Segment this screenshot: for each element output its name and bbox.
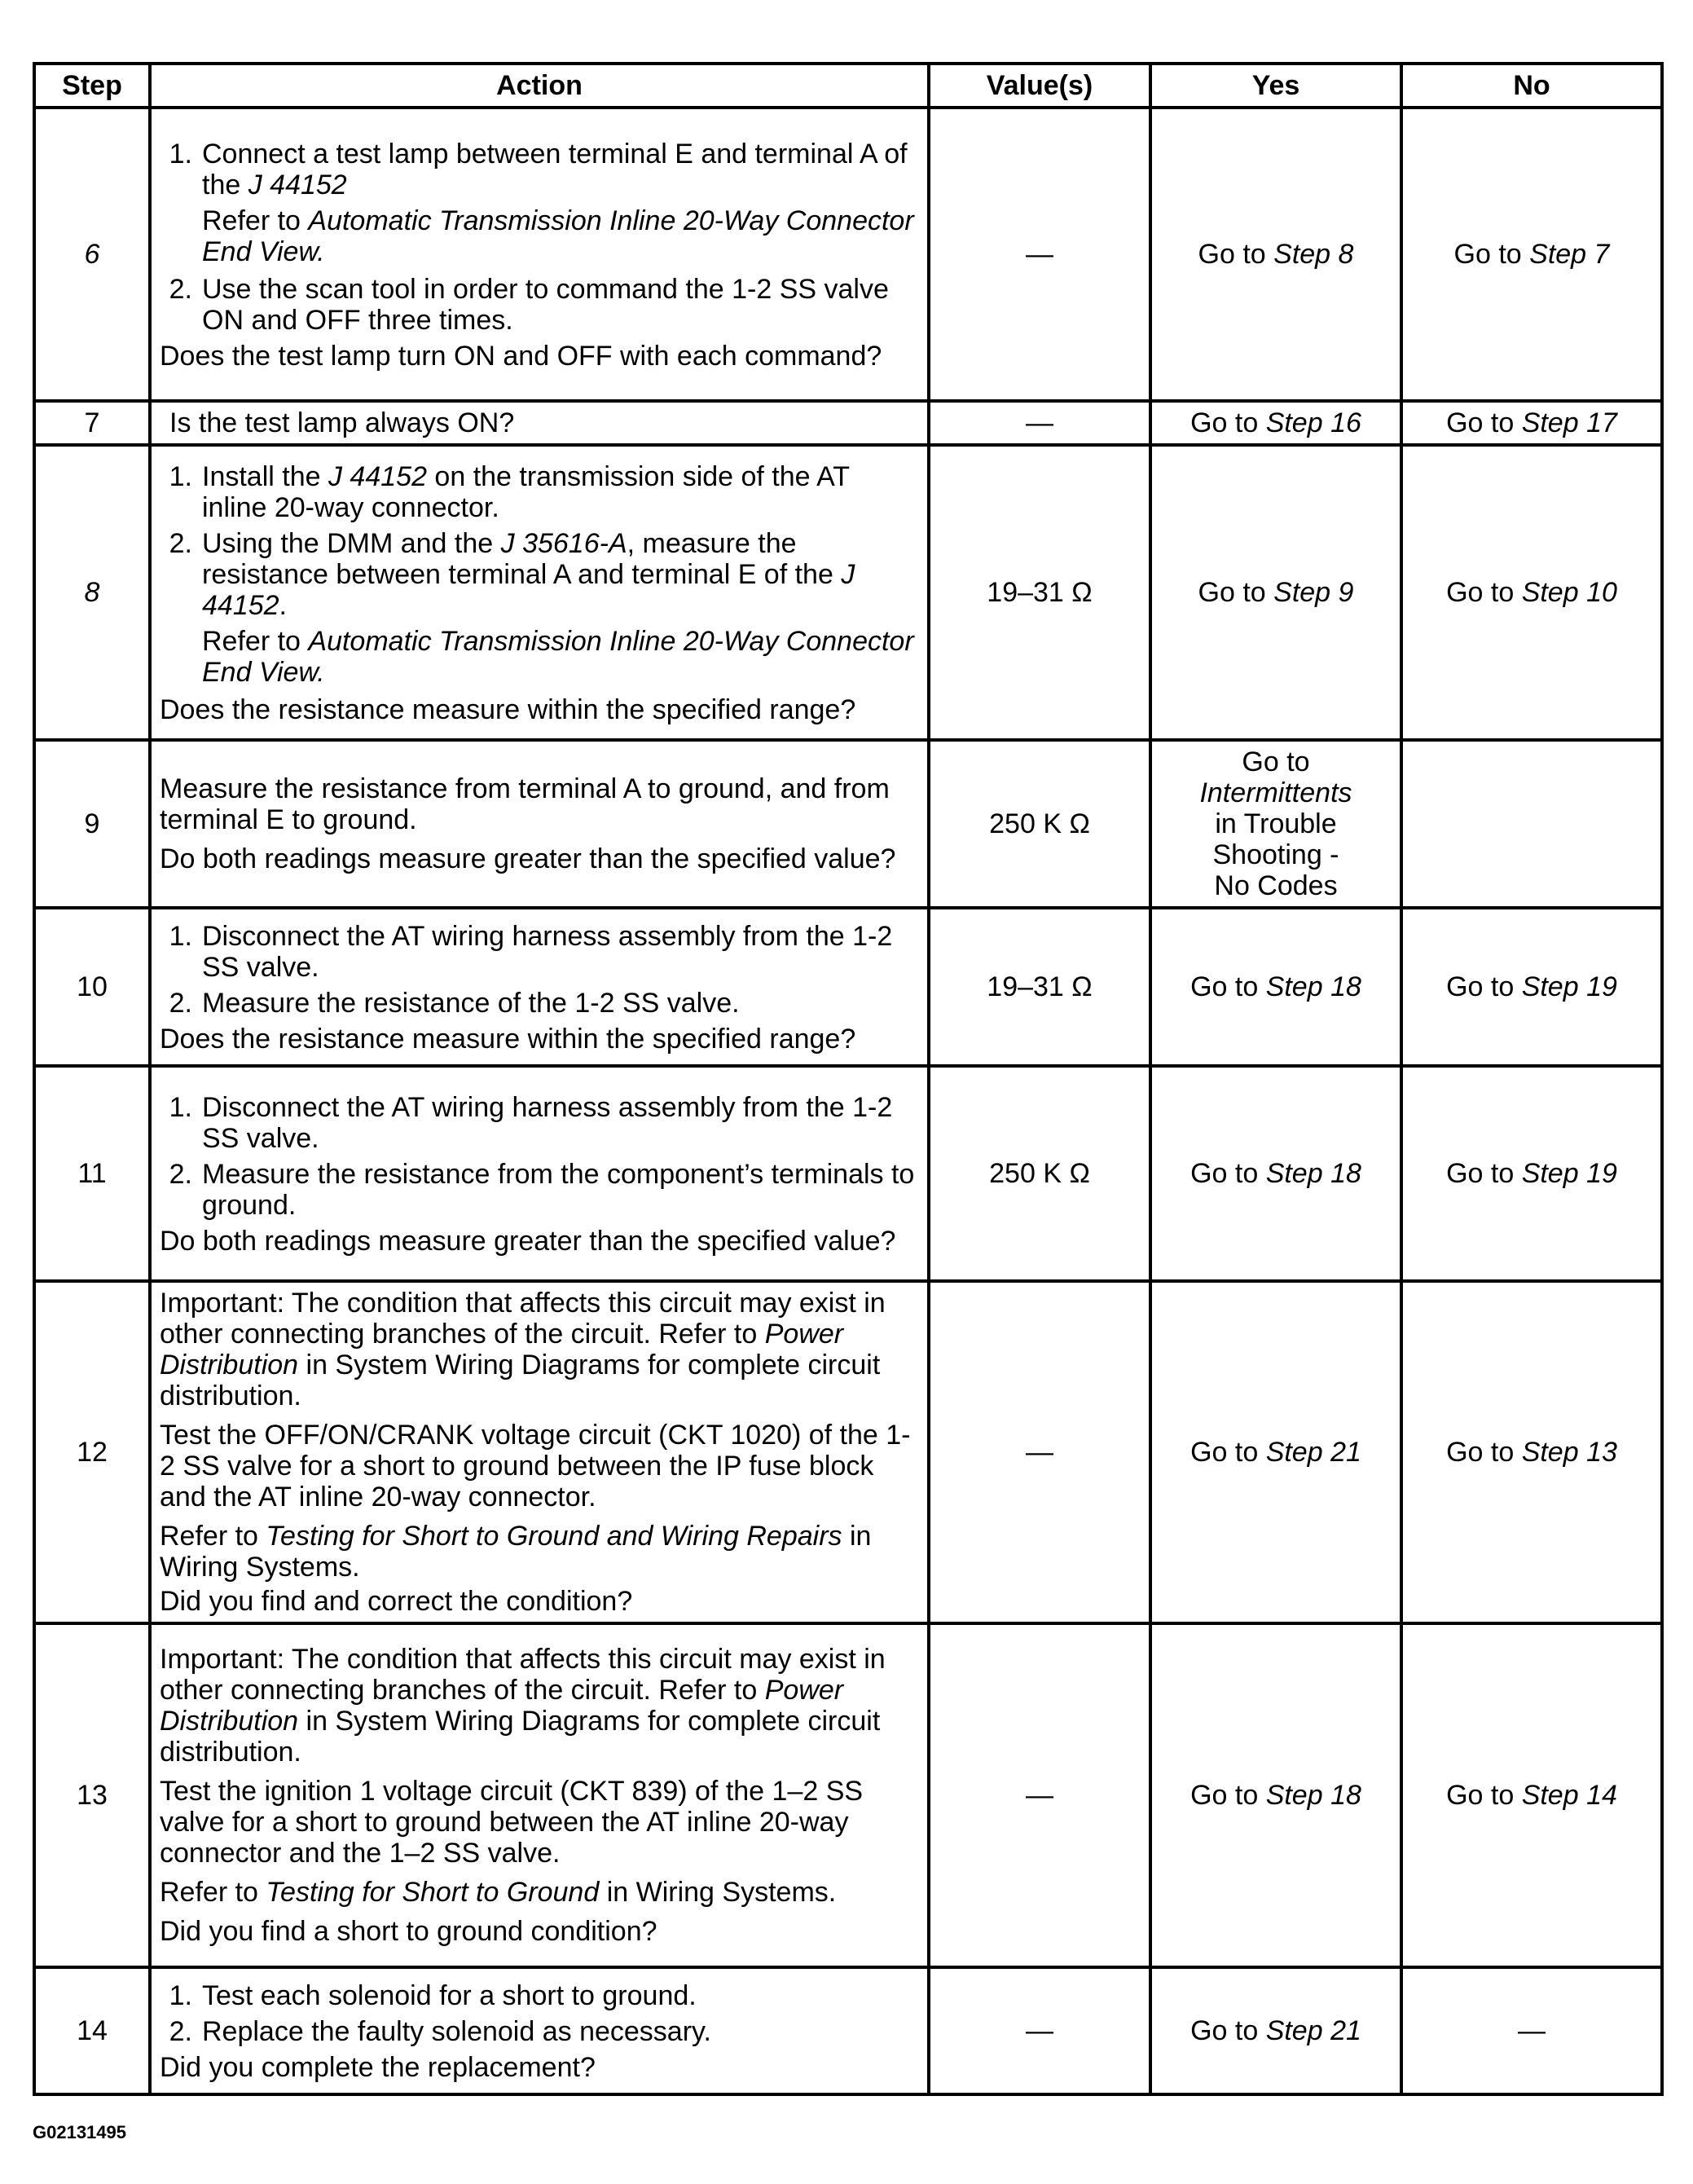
- important-reference: Power Distribution: [160, 1319, 844, 1380]
- yes-prefix: Go to: [1190, 1780, 1266, 1811]
- step-number: 10: [34, 908, 150, 1066]
- yes-line: No Codes: [1214, 870, 1338, 901]
- reference-title: Automatic Transmission Inline 20-Way Connector End View.: [202, 205, 914, 267]
- tool-reference: J 44152: [202, 559, 855, 621]
- table-row-step-9: [34, 740, 1662, 908]
- yes-prefix: Go to: [1198, 239, 1274, 270]
- action-cell: [150, 401, 929, 445]
- action-text: Test the OFF/ON/CRANK voltage circuit (CKT 1020) of the 1-2 SS valve for a short to ground between the IP fuse block and the AT inline 20-way connector.: [160, 1420, 911, 1513]
- yes-line: Shooting -: [1212, 839, 1339, 870]
- action-question: Did you find and correct the condition?: [160, 1586, 633, 1617]
- value-text: 250 K Ω: [989, 808, 1090, 839]
- yes-cell: [1150, 908, 1401, 1066]
- reference-prefix: Refer to: [160, 1521, 266, 1552]
- value-text: —: [1026, 239, 1053, 270]
- reference-prefix: Refer to: [160, 1877, 266, 1908]
- action-cell: [150, 108, 929, 401]
- action-item: [160, 1159, 919, 1221]
- important-note: [160, 1644, 919, 1768]
- value-cell: [929, 401, 1150, 445]
- value-cell: [929, 445, 1150, 740]
- header-row: [34, 64, 1662, 108]
- action-question: Did you find a short to ground condition?: [160, 1916, 657, 1947]
- item-number: 2.: [169, 528, 192, 559]
- item-number: 1.: [169, 461, 192, 492]
- reference-note: [160, 205, 919, 267]
- reference-note: [160, 1877, 919, 1908]
- no-cell: [1401, 445, 1662, 740]
- action-question: Do both readings measure greater than the specified value?: [160, 843, 896, 874]
- important-text: in System Wiring Diagrams for complete circuit distribution.: [160, 1350, 881, 1411]
- action-item: [160, 139, 919, 200]
- yes-step-link: Step 18: [1265, 1780, 1361, 1811]
- no-cell: [1401, 1967, 1662, 2094]
- step-number: 6: [34, 108, 150, 401]
- yes-prefix: Go to: [1190, 2015, 1266, 2046]
- value-text: —: [1026, 2015, 1053, 2046]
- diagnostic-table-sheet: [33, 62, 1664, 2096]
- no-prefix: Go to: [1446, 577, 1522, 608]
- action-question: Is the test lamp always ON?: [169, 407, 515, 438]
- no-prefix: Go to: [1446, 1158, 1522, 1189]
- yes-link-italic: Intermittents: [1199, 777, 1352, 808]
- yes-step-link: Step 16: [1265, 407, 1361, 438]
- value-cell: [929, 1066, 1150, 1281]
- action-question: Did you complete the replacement?: [160, 2052, 596, 2083]
- header-action: Action: [150, 64, 929, 108]
- table-row-step-12: [34, 1281, 1662, 1623]
- item-text-part: Install the: [202, 461, 328, 492]
- reference-title: Testing for Short to Ground and Wiring Repairs: [266, 1521, 842, 1552]
- item-number: 1.: [169, 139, 192, 170]
- yes-prefix: Go to: [1190, 971, 1266, 1002]
- yes-step-link: Step 8: [1273, 239, 1354, 270]
- action-cell: [150, 1967, 929, 2094]
- item-text: Test each solenoid for a short to ground.: [202, 1980, 697, 2011]
- action-cell: [150, 740, 929, 908]
- no-cell: [1401, 740, 1662, 908]
- item-text-part: Connect a test lamp between terminal E and terminal A of the: [202, 139, 908, 200]
- value-cell: [929, 1281, 1150, 1623]
- no-step-link: Step 19: [1521, 971, 1617, 1002]
- no-prefix: Go to: [1446, 1437, 1522, 1468]
- item-text-part: on the transmission side of the AT inline 20-way connector.: [202, 461, 850, 523]
- reference-suffix: in Wiring Systems.: [599, 1877, 837, 1908]
- action-cell: [150, 908, 929, 1066]
- value-text: 250 K Ω: [989, 1158, 1090, 1189]
- action-cell: [150, 1281, 929, 1623]
- item-text-part: .: [279, 590, 287, 621]
- no-prefix: Go to: [1446, 407, 1522, 438]
- item-number: 2.: [169, 2016, 192, 2047]
- action-item: [160, 921, 919, 983]
- item-text: Measure the resistance from the component’s terminals to ground.: [202, 1159, 915, 1221]
- action-item: [160, 461, 919, 523]
- item-text: [202, 528, 919, 621]
- important-text: Important: The condition that affects this circuit may exist in other connecting branches of the circuit. Refer to: [160, 1288, 886, 1350]
- item-text-part: Using the DMM and the: [202, 528, 501, 559]
- yes-cell: [1150, 1066, 1401, 1281]
- step-number: 14: [34, 1967, 150, 2094]
- no-cell: [1401, 908, 1662, 1066]
- action-item: [160, 2016, 919, 2047]
- no-cell: [1401, 1281, 1662, 1623]
- no-step-link: Step 7: [1529, 239, 1610, 270]
- value-text: 19–31 Ω: [987, 577, 1093, 608]
- yes-step-link: Step 21: [1265, 1437, 1361, 1468]
- action-question: Does the test lamp turn ON and OFF with each command?: [160, 341, 882, 372]
- table-row-step-10: [34, 908, 1662, 1066]
- no-prefix: Go to: [1446, 971, 1522, 1002]
- reference-prefix: Refer to: [202, 626, 309, 657]
- action-item: [160, 1980, 919, 2011]
- value-cell: [929, 740, 1150, 908]
- item-number: 2.: [169, 988, 192, 1019]
- value-cell: [929, 1623, 1150, 1967]
- reference-prefix: Refer to: [202, 205, 309, 236]
- yes-prefix: Go to: [1190, 1437, 1266, 1468]
- yes-prefix: Go to: [1190, 407, 1266, 438]
- yes-line: Go to: [1242, 746, 1310, 777]
- table-row-step-14: [34, 1967, 1662, 2094]
- value-text: —: [1026, 1780, 1053, 1811]
- reference-note: [160, 626, 919, 688]
- value-text: 19–31 Ω: [987, 971, 1093, 1002]
- item-text: Use the scan tool in order to command the 1-2 SS valve ON and OFF three times.: [202, 274, 889, 336]
- action-question: Do both readings measure greater than the specified value?: [160, 1226, 896, 1257]
- yes-cell: [1150, 445, 1401, 740]
- item-text: Disconnect the AT wiring harness assembly from the 1-2 SS valve.: [202, 921, 893, 983]
- action-cell: [150, 1623, 929, 1967]
- important-text: Important: The condition that affects this circuit may exist in other connecting branches of the circuit. Refer to: [160, 1644, 886, 1706]
- yes-cell: [1150, 740, 1401, 908]
- yes-prefix: Go to: [1190, 1158, 1266, 1189]
- action-item: [160, 528, 919, 621]
- no-cell: [1401, 108, 1662, 401]
- item-text: Measure the resistance of the 1-2 SS valve.: [202, 988, 740, 1019]
- yes-cell: [1150, 1967, 1401, 2094]
- item-number: 2.: [169, 1159, 192, 1190]
- table-row-step-6: [34, 108, 1662, 401]
- header-yes: Yes: [1150, 64, 1401, 108]
- value-text: —: [1026, 407, 1053, 438]
- important-note: [160, 1288, 919, 1411]
- yes-step-link: Step 21: [1265, 2015, 1361, 2046]
- item-number: 1.: [169, 1980, 192, 2011]
- yes-line: in Trouble: [1215, 808, 1337, 839]
- no-step-link: Step 17: [1521, 407, 1617, 438]
- reference-note: [160, 1521, 919, 1583]
- action-item: [160, 1092, 919, 1154]
- item-text: Replace the faulty solenoid as necessary.: [202, 2016, 711, 2047]
- no-cell: [1401, 1623, 1662, 1967]
- table-row-step-13: [34, 1623, 1662, 1967]
- no-step-link: Step 14: [1521, 1780, 1617, 1811]
- important-reference: Power Distribution: [160, 1675, 844, 1737]
- action-question: Does the resistance measure within the specified range?: [160, 694, 856, 725]
- item-text: [202, 139, 919, 200]
- no-prefix: Go to: [1446, 1780, 1522, 1811]
- item-text: [202, 461, 919, 523]
- tool-reference: J 35616-A: [500, 528, 627, 559]
- item-text: Disconnect the AT wiring harness assembly from the 1-2 SS valve.: [202, 1092, 893, 1154]
- value-cell: [929, 1967, 1150, 2094]
- no-cell: [1401, 1066, 1662, 1281]
- yes-cell: [1150, 1623, 1401, 1967]
- no-prefix: Go to: [1453, 239, 1530, 270]
- no-step-link: Step 10: [1521, 577, 1617, 608]
- step-number: 9: [34, 740, 150, 908]
- tool-reference: J 44152: [248, 170, 347, 200]
- header-step: Step: [34, 64, 150, 108]
- diagnostic-table: [33, 62, 1664, 2096]
- yes-step-link: Step 9: [1273, 577, 1354, 608]
- action-item: [160, 274, 919, 336]
- step-number: 13: [34, 1623, 150, 1967]
- header-no: No: [1401, 64, 1662, 108]
- action-text: Measure the resistance from terminal A to ground, and from terminal E to ground.: [160, 773, 890, 835]
- yes-cell: [1150, 108, 1401, 401]
- table-row-step-7: [34, 401, 1662, 445]
- tool-reference: J 44152: [328, 461, 427, 492]
- value-text: —: [1026, 1437, 1053, 1468]
- step-number: 8: [34, 445, 150, 740]
- step-number: 11: [34, 1066, 150, 1281]
- yes-cell: [1150, 401, 1401, 445]
- action-cell: [150, 1066, 929, 1281]
- no-cell: [1401, 401, 1662, 445]
- yes-step-link: Step 18: [1265, 1158, 1361, 1189]
- action-item: [160, 988, 919, 1019]
- table-row-step-11: [34, 1066, 1662, 1281]
- yes-step-link: Step 18: [1265, 971, 1361, 1002]
- item-number: 2.: [169, 274, 192, 305]
- no-step-link: Step 19: [1521, 1158, 1617, 1189]
- item-number: 1.: [169, 921, 192, 952]
- figure-id: G02131495: [33, 2122, 126, 2142]
- reference-suffix: in Wiring Systems.: [160, 1521, 872, 1583]
- important-text: in System Wiring Diagrams for complete circuit distribution.: [160, 1706, 881, 1768]
- action-question: Does the resistance measure within the specified range?: [160, 1024, 856, 1055]
- no-value: —: [1518, 2015, 1546, 2046]
- reference-title: Automatic Transmission Inline 20-Way Connector End View.: [202, 626, 914, 688]
- item-text-part: , measure the resistance between terminal A and terminal E of the: [202, 528, 842, 590]
- reference-title: Testing for Short to Ground: [266, 1877, 600, 1908]
- no-step-link: Step 13: [1521, 1437, 1617, 1468]
- action-cell: [150, 445, 929, 740]
- action-text: Test the ignition 1 voltage circuit (CKT 839) of the 1–2 SS valve for a short to ground between the AT inline 20-way connector and the 1–2 SS valve.: [160, 1776, 864, 1869]
- yes-prefix: Go to: [1198, 577, 1274, 608]
- step-number: 12: [34, 1281, 150, 1623]
- item-number: 1.: [169, 1092, 192, 1123]
- yes-cell: [1150, 1281, 1401, 1623]
- yes-link-title: [1160, 777, 1392, 808]
- value-cell: [929, 908, 1150, 1066]
- value-cell: [929, 108, 1150, 401]
- header-values: Value(s): [929, 64, 1150, 108]
- table-row-step-8: [34, 445, 1662, 740]
- step-number: 7: [34, 401, 150, 445]
